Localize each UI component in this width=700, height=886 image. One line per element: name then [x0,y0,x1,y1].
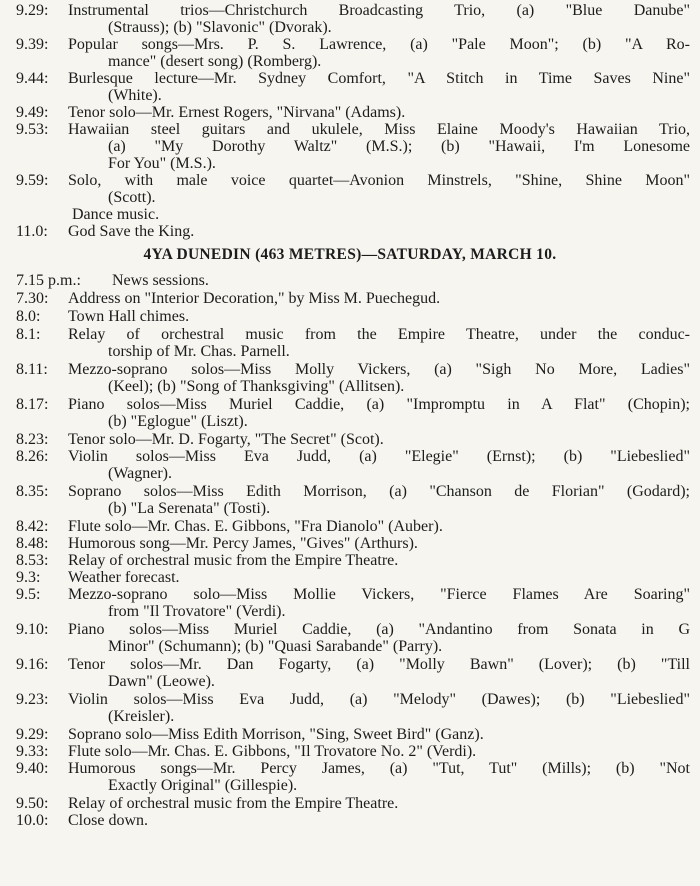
entry-line: Close down. [68,812,148,829]
entry-time: 9.16: [16,656,49,673]
entry-line: For You" (M.S.). [108,155,216,172]
entry-line: Minor" (Schumann); (b) "Quasi Sarabande" (Parry). [108,638,443,655]
entry-line: (b) "La Serenata" (Tosti). [108,500,271,517]
entry-line: from "Il Trovatore" (Verdi). [108,603,286,620]
entry-line: Piano solos—Miss Muriel Caddie, (a) "Impromptu in A Flat" (Chopin); [68,396,690,413]
station-heading: 4YA DUNEDIN (463 METRES)—SATURDAY, MARCH 10. [143,246,557,263]
entry-line: Town Hall chimes. [68,308,190,325]
entry-time: 9.29: [16,2,49,19]
entry-line: Mezzo-soprano solos—Miss Molly Vickers, (a) "Sigh No More, Ladies" [68,361,690,378]
entry-line: Relay of orchestral music from the Empire Theatre, under the conduc- [68,326,690,343]
entry-time: 10.0: [16,812,49,829]
entry-line: Address on "Interior Decoration," by Miss M. Puechegud. [68,290,441,307]
entry-line: Flute solo—Mr. Chas. E. Gibbons, "Il Trovatore No. 2" (Verdi). [68,743,477,760]
entry-line: Hawaiian steel guitars and ukulele, Miss Elaine Moody's Hawaiian Trio, [68,121,690,138]
entry-time: 9.50: [16,795,49,812]
entry-line: Relay of orchestral music from the Empire Theatre. [68,795,399,812]
entry-time: 8.0: [16,308,41,325]
entry-line: Violin solos—Miss Eva Judd, (a) "Elegie" (Ernst); (b) "Liebeslied" [68,448,690,465]
entry-line: Instrumental trios—Christchurch Broadcasting Trio, (a) "Blue Danube" [68,2,690,19]
entry-line: (Kreisler). [108,708,175,725]
entry-line: Tenor solos—Mr. Dan Fogarty, (a) "Molly Bawn" (Lover); (b) "Till [68,656,690,673]
entry-time: 9.49: [16,104,49,121]
entry-time: 8.35: [16,483,49,500]
entry-line: Piano solos—Miss Muriel Caddie, (a) "Andantino from Sonata in G [68,621,690,638]
entry-time: 9.44: [16,70,49,87]
entry-line: Dawn" (Leowe). [108,673,215,690]
entry-line: News sessions. [112,272,209,289]
entry-time: 9.53: [16,121,49,138]
entry-line: (Keel); (b) "Song of Thanksgiving" (Allitsen). [108,378,405,395]
entry-line: Humorous songs—Mr. Percy James, (a) "Tut, Tut" (Mills); (b) "Not [68,760,690,777]
entry-time: 9.59: [16,172,49,189]
entry-line: Violin solos—Miss Eva Judd, (a) "Melody" (Dawes); (b) "Liebeslied" [68,691,690,708]
entry-line: Solo, with male voice quartet—Avonion Minstrels, "Shine, Shine Moon" [68,172,690,189]
entry-time: 9.39: [16,36,49,53]
entry-time: 9.5: [16,586,41,603]
entry-line: Burlesque lecture—Mr. Sydney Comfort, "A Stitch in Time Saves Nine" [68,70,690,87]
entry-line: Soprano solo—Miss Edith Morrison, "Sing, Sweet Bird" (Ganz). [68,726,484,743]
entry-time: 8.26: [16,448,49,465]
entry-time: 11.0: [16,223,48,240]
entry-line: (Scott). [108,189,156,206]
entry-time: 9.40: [16,760,49,777]
entry-line: God Save the King. [68,223,195,240]
entry-line: mance" (desert song) (Romberg). [108,53,322,70]
entry-line: Exactly Original" (Gillespie). [108,777,298,794]
entry-time: 7.30: [16,290,49,307]
entry-time: 9.29: [16,726,49,743]
entry-time: 9.3: [16,569,41,586]
entry-line: Mezzo-soprano solo—Miss Mollie Vickers, "Fierce Flames Are Soaring" [68,586,690,603]
entry-line: (b) "Eglogue" (Liszt). [108,413,248,430]
entry-time: 8.23: [16,431,49,448]
entry-time: 7.15 p.m.: [16,272,81,289]
entry-time: 8.53: [16,552,49,569]
entry-line: (a) "My Dorothy Waltz" (M.S.); (b) "Hawaii, I'm Lonesome [108,138,690,155]
entry-line: Tenor solo—Mr. Ernest Rogers, "Nirvana" (Adams). [68,104,406,121]
entry-line: (White). [108,87,162,104]
entry-line: Popular songs—Mrs. P. S. Lawrence, (a) "Pale Moon"; (b) "A Ro- [68,36,690,53]
entry-time: 9.23: [16,691,49,708]
entry-line: Weather forecast. [68,569,180,586]
entry-time: 8.42: [16,518,49,535]
entry-line: Soprano solos—Miss Edith Morrison, (a) "Chanson de Florian" (Godard); [68,483,690,500]
entry-line: Relay of orchestral music from the Empire Theatre. [68,552,399,569]
entry-line: (Wagner). [108,465,173,482]
entry-line: Humorous song—Mr. Percy James, "Gives" (Arthurs). [68,535,418,552]
entry-time: 8.17: [16,396,49,413]
entry-line: Dance music. [72,206,160,223]
entry-time: 9.10: [16,621,49,638]
entry-time: 8.1: [16,326,41,343]
entry-line: Tenor solo—Mr. D. Fogarty, "The Secret" (Scot). [68,431,384,448]
entry-time: 8.48: [16,535,49,552]
entry-line: torship of Mr. Chas. Parnell. [108,343,290,360]
entry-time: 9.33: [16,743,49,760]
entry-line: (Strauss); (b) "Slavonic" (Dvorak). [108,19,332,36]
entry-time: 8.11: [16,361,48,378]
entry-line: Flute solo—Mr. Chas. E. Gibbons, "Fra Dianolo" (Auber). [68,518,443,535]
